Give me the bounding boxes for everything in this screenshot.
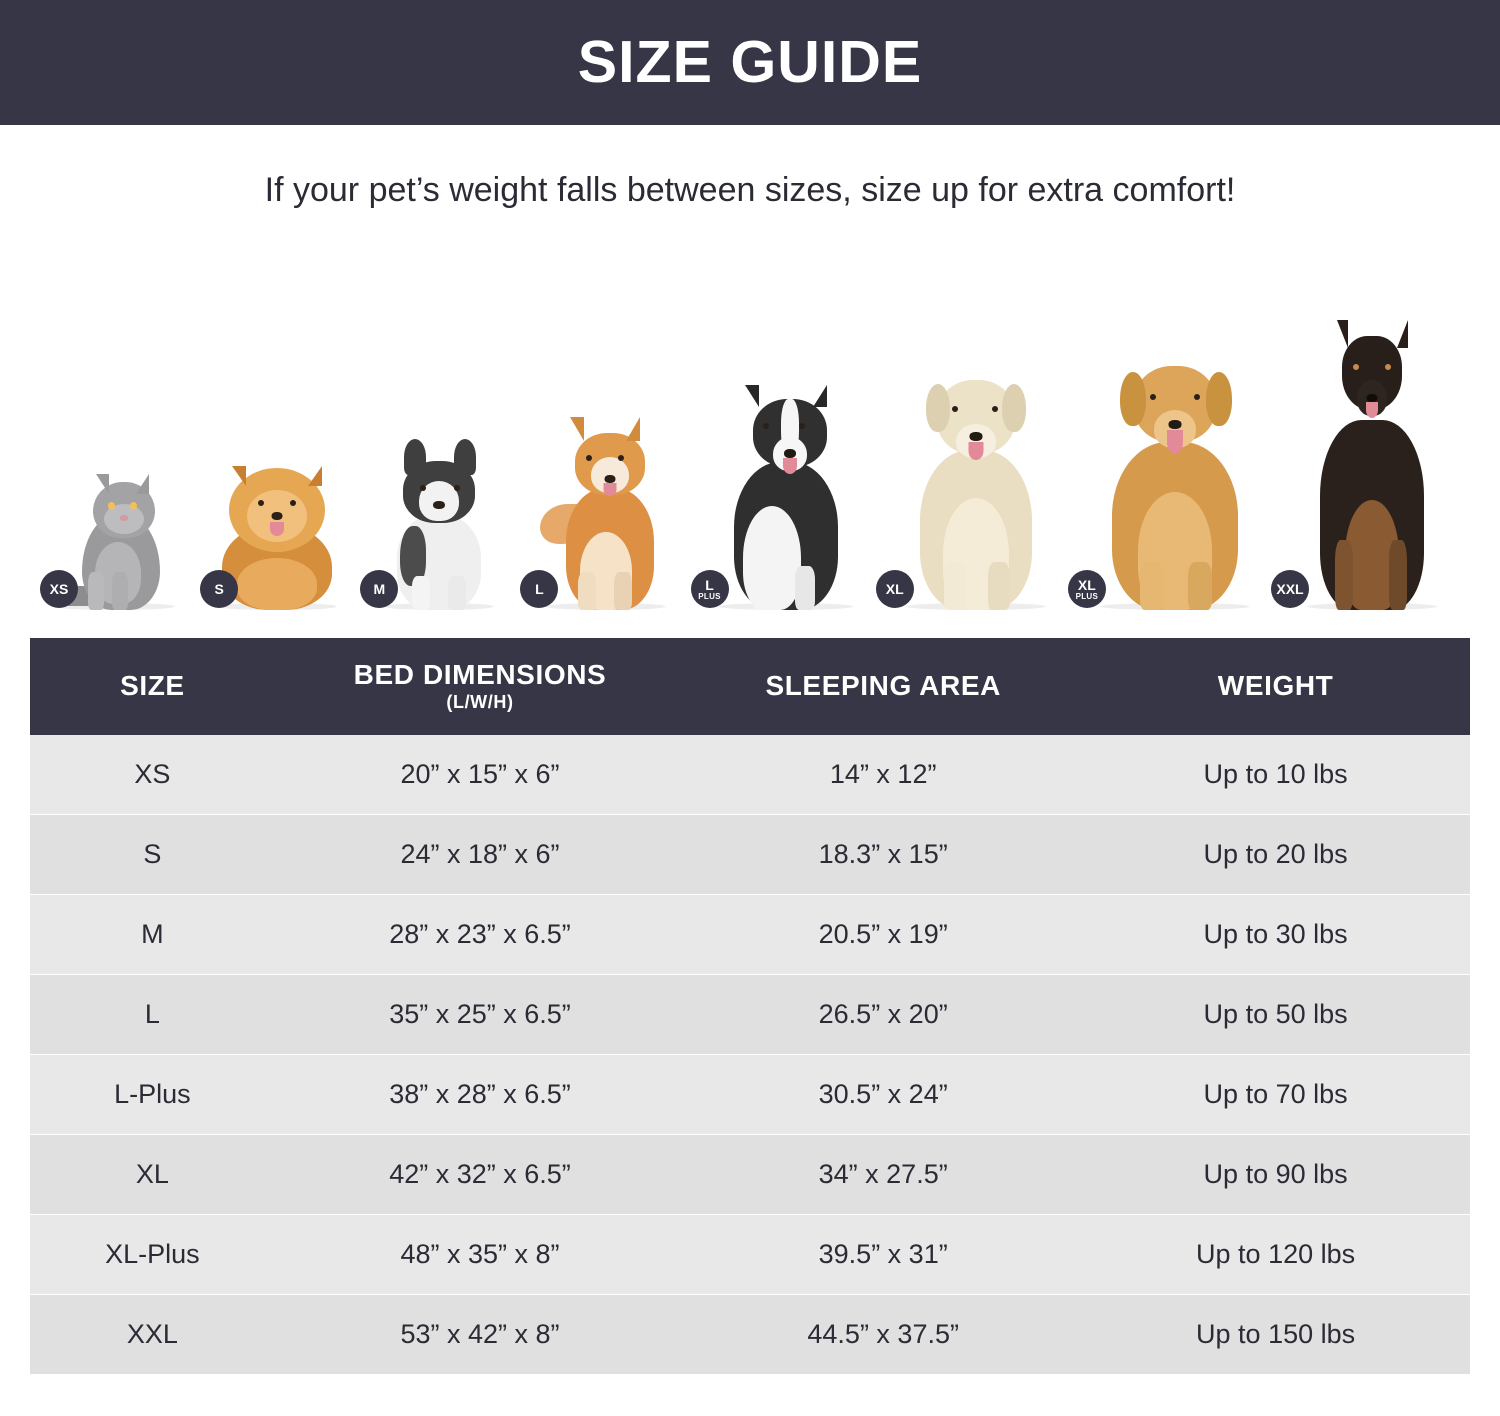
size-badge-sublabel: PLUS	[1075, 591, 1099, 601]
pet-item-xl-plus	[1075, 340, 1273, 610]
cell-weight: Up to 70 lbs	[1081, 1054, 1470, 1134]
pet-item-xl	[886, 350, 1066, 610]
table-header	[30, 638, 1470, 735]
column-header-sublabel: (L/W/H)	[446, 691, 514, 712]
cell-weight: Up to 30 lbs	[1081, 894, 1470, 974]
pet-item-l-plus	[699, 365, 874, 610]
column-header-label: SLEEPING AREA	[765, 669, 1001, 701]
pet-item-m	[364, 425, 514, 610]
doberman-illustration	[1285, 320, 1460, 610]
cell-size: M	[30, 894, 275, 974]
table-row	[30, 1054, 1470, 1134]
cell-weight: Up to 50 lbs	[1081, 974, 1470, 1054]
size-badge-label: M	[373, 581, 386, 597]
pet-item-xxl	[1276, 320, 1460, 610]
border-collie-illustration	[699, 365, 874, 610]
cell-dimensions: 20” x 15” x 6”	[275, 735, 685, 815]
size-badge-label: L	[705, 576, 714, 593]
size-badge-l-plus	[691, 570, 729, 608]
cell-size: L-Plus	[30, 1054, 275, 1134]
cell-weight: Up to 90 lbs	[1081, 1134, 1470, 1214]
cell-dimensions: 48” x 35” x 8”	[275, 1214, 685, 1294]
size-badge-xs	[40, 570, 78, 608]
subtitle-container	[0, 125, 1500, 255]
size-badge-sublabel: PLUS	[698, 591, 721, 601]
size-badge-xl-plus	[1068, 570, 1106, 608]
table-body	[30, 735, 1470, 1375]
column-header-label: BED DIMENSIONS	[353, 659, 607, 690]
subtitle-text: If your pet’s weight falls between sizes, size up for extra comfort!	[264, 170, 1236, 209]
cell-sleeping-area: 44.5” x 37.5”	[685, 1294, 1081, 1374]
size-badge-label: XL	[885, 581, 904, 597]
table-row	[30, 1214, 1470, 1294]
column-header-label: WEIGHT	[1217, 669, 1334, 701]
column-header-weight	[1081, 638, 1470, 735]
size-table	[30, 638, 1470, 1375]
column-header-label: SIZE	[120, 669, 185, 701]
table-row	[30, 735, 1470, 815]
size-badge-label: XL	[1077, 576, 1096, 593]
cell-sleeping-area: 30.5” x 24”	[685, 1054, 1081, 1134]
cell-dimensions: 28” x 23” x 6.5”	[275, 894, 685, 974]
golden-retriever-illustration	[1075, 340, 1273, 610]
header-banner	[0, 0, 1500, 125]
cell-dimensions: 38” x 28” x 6.5”	[275, 1054, 685, 1134]
cell-dimensions: 42” x 32” x 6.5”	[275, 1134, 685, 1214]
cell-size: L	[30, 974, 275, 1054]
cell-size: XS	[30, 735, 275, 815]
cell-size: XXL	[30, 1294, 275, 1374]
size-badge-label: L	[535, 581, 544, 597]
cell-weight: Up to 20 lbs	[1081, 814, 1470, 894]
pet-item-xs	[40, 460, 190, 610]
column-header-bed-dimensions	[275, 638, 685, 735]
size-badge-xxl	[1271, 570, 1309, 608]
size-table-container	[30, 638, 1470, 1375]
table-row	[30, 894, 1470, 974]
cell-dimensions: 35” x 25” x 6.5”	[275, 974, 685, 1054]
cell-weight: Up to 10 lbs	[1081, 735, 1470, 815]
column-header-sleeping-area	[685, 638, 1081, 735]
pet-size-comparison-row	[40, 265, 1460, 610]
table-header-row	[30, 638, 1470, 735]
page-title: SIZE GUIDE	[577, 29, 923, 95]
cell-dimensions: 24” x 18” x 6”	[275, 814, 685, 894]
cell-sleeping-area: 18.3” x 15”	[685, 814, 1081, 894]
size-badge-label: XS	[49, 581, 69, 597]
table-row	[30, 814, 1470, 894]
cell-size: XL-Plus	[30, 1214, 275, 1294]
size-badge-s	[200, 570, 238, 608]
cell-dimensions: 53” x 42” x 8”	[275, 1294, 685, 1374]
cell-size: S	[30, 814, 275, 894]
table-row	[30, 1294, 1470, 1374]
cell-sleeping-area: 39.5” x 31”	[685, 1214, 1081, 1294]
cell-sleeping-area: 34” x 27.5”	[685, 1134, 1081, 1214]
table-row	[30, 1134, 1470, 1214]
cell-sleeping-area: 14” x 12”	[685, 735, 1081, 815]
size-badge-label: XXL	[1276, 581, 1304, 597]
cell-sleeping-area: 26.5” x 20”	[685, 974, 1081, 1054]
size-badge-label: S	[214, 581, 224, 597]
cell-weight: Up to 150 lbs	[1081, 1294, 1470, 1374]
pet-item-l	[526, 395, 686, 610]
cell-weight: Up to 120 lbs	[1081, 1214, 1470, 1294]
table-row	[30, 974, 1470, 1054]
cell-size: XL	[30, 1134, 275, 1214]
labrador-illustration	[886, 350, 1066, 610]
cell-sleeping-area: 20.5” x 19”	[685, 894, 1081, 974]
column-header-size	[30, 638, 275, 735]
pet-item-s	[202, 450, 352, 610]
size-badge-xl	[876, 570, 914, 608]
